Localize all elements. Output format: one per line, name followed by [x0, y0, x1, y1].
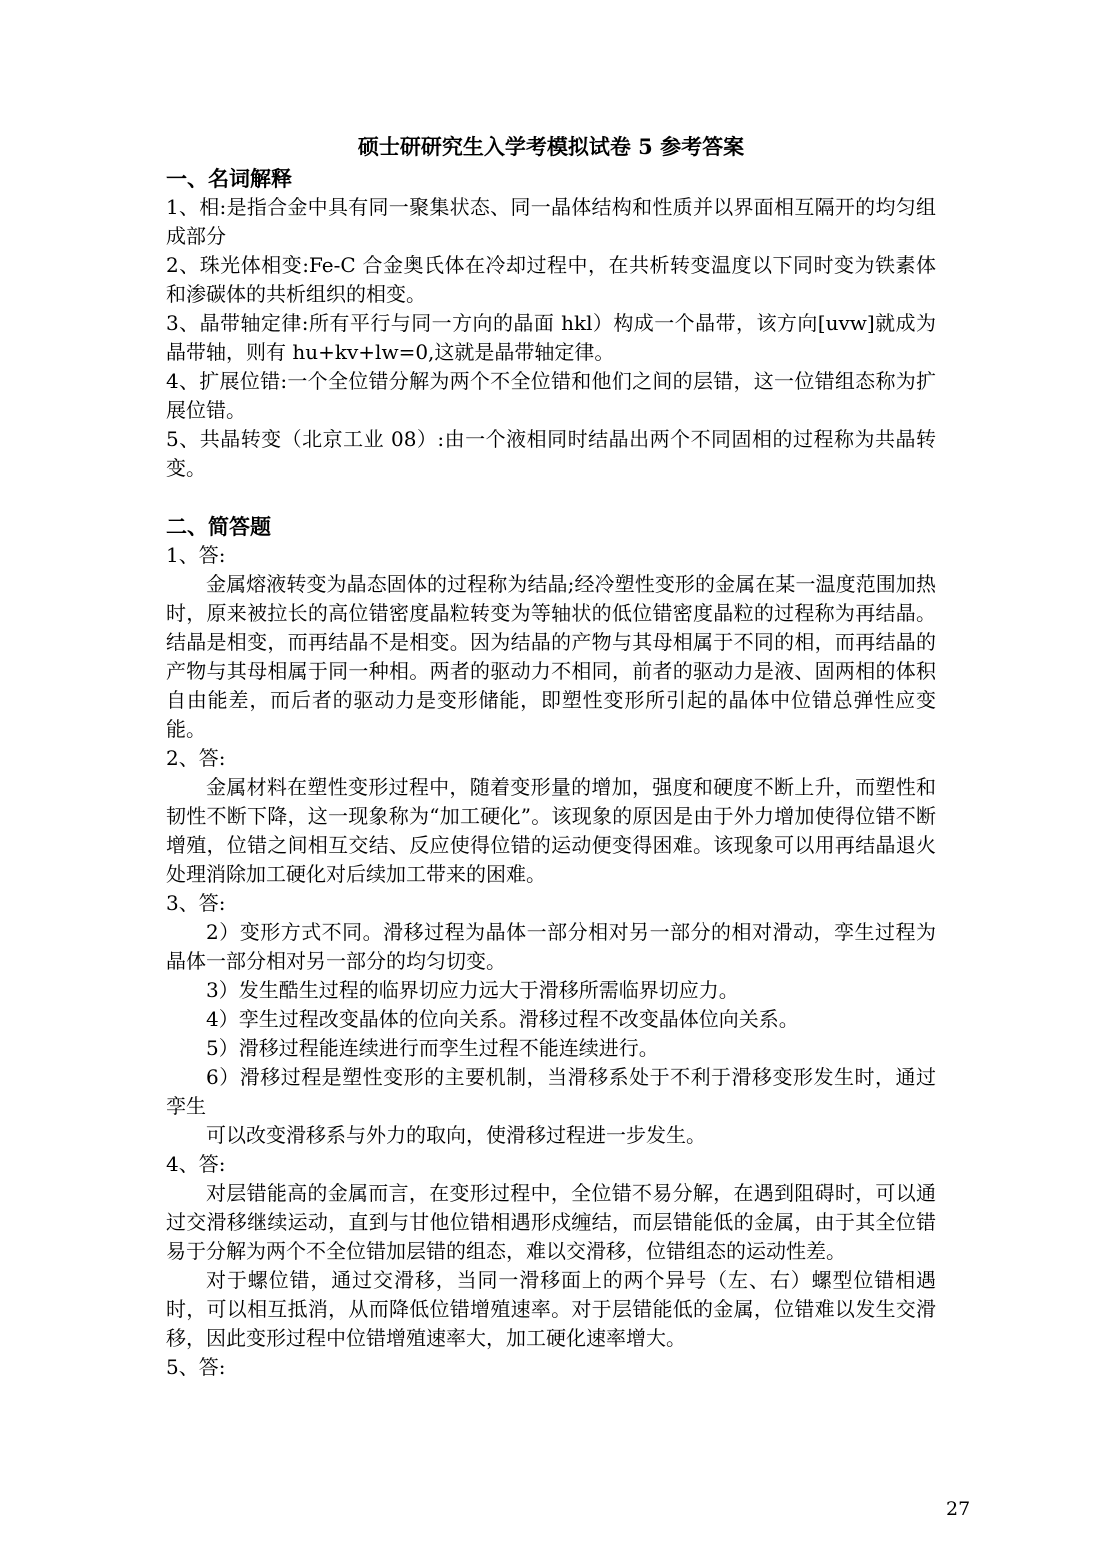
page-content — [166, 132, 936, 1382]
page-number: 27 — [946, 1498, 971, 1520]
answer-3-continuation: 可以改变滑移系与外力的取向，使滑移过程进一步发生。 — [206, 1123, 706, 1147]
answer-4-paragraph-2: 对于螺位错，通过交滑移，当同一滑移面上的两个异号（左、右）螺型位错相遇时，可以相互抵消，从而降低位错增殖速率。对于层错能低的金属，位错难以发生交滑移，因此变形过程中位错增殖速率大，加工硬化速率增大。 — [166, 1268, 936, 1350]
answer-4-paragraph-1: 对层错能高的金属而言，在变形过程中，全位错不易分解，在遇到阻碍时，可以通过交滑移继续运动，直到与甘他位错相遇形戍缠结，而层错能低的金属，由于其全位错易于分解为两个不全位错加层错的组态，难以交滑移，位错组态的运动性差。 — [166, 1181, 936, 1263]
answer-1-paragraph: 金属熔液转变为晶态固体的过程称为结晶;经冷塑性变形的金属在某一温度范围加热时，原来被拉长的高位错密度晶粒转变为等轴状的低位错密度晶粒的过程称为再结晶。结晶是相变，而再结晶不是相变。因为结晶的产物与其母相属于不同的相，而再结晶的产物与其母相属于同一种相。两者的驱动力不相同，前者的驱动力是液、固两相的体积自由能差，而后者的驱动力是变形储能，即塑性变形所引起的晶体中位错总弹性应变能。 — [166, 572, 936, 741]
answer-label-3: 3、答: — [166, 891, 226, 915]
term-item-4: 4、扩展位错:一个全位错分解为两个不全位错和他们之间的层错，这一位错组态称为扩展位错。 — [166, 369, 936, 422]
answer-3-point-6: 6）滑移过程是塑性变形的主要机制，当滑移系处于不利于滑移变形发生时，通过孪生 — [166, 1065, 936, 1118]
answer-3-point-2: 2）变形方式不同。滑移过程为晶体一部分相对另一部分的相对滑动，孪生过程为晶体一部分相对另一部分的均匀切变。 — [166, 920, 936, 973]
term-item-2: 2、珠光体相变:Fe-C 合金奥氏体在冷却过程中，在共析转变温度以下同时变为铁素体和渗碳体的共析组织的相变。 — [166, 253, 936, 306]
answer-label-5: 5、答: — [166, 1355, 226, 1379]
answer-2-paragraph: 金属材料在塑性变形过程中，随着变形量的增加，强度和硬度不断上升，而塑性和韧性不断下降，这一现象称为“加工硬化”。该现象的原因是由于外力增加使得位错不断增殖，位错之间相互交结、反应使得位错的运动便变得困难。该现象可以用再结晶退火处理消除加工硬化对后续加工带来的困难。 — [166, 775, 936, 886]
document-title: 硕士研研究生入学考模拟试卷 5 参考答案 — [357, 134, 745, 159]
section-heading-terms: 一、名词解释 — [166, 166, 292, 191]
term-item-5: 5、共晶转变（北京工业 08）:由一个液相同时结晶出两个不同固相的过程称为共晶转变。 — [166, 427, 936, 480]
answer-label-1: 1、答: — [166, 543, 226, 567]
answer-label-2: 2、答: — [166, 746, 226, 770]
section-heading-short-answers: 二、简答题 — [166, 514, 271, 539]
term-item-1: 1、相:是指合金中具有同一聚集状态、同一晶体结构和性质并以界面相互隔开的均匀组成部分 — [166, 195, 936, 248]
answer-label-4: 4、答: — [166, 1152, 226, 1176]
spacer — [166, 483, 936, 512]
term-item-3: 3、晶带轴定律:所有平行与同一方向的晶面 hkl）构成一个晶带，该方向[uvw]就成为晶带轴，则有 hu+kv+lw=0,这就是晶带轴定律。 — [166, 311, 936, 364]
answer-3-point-5: 5）滑移过程能连续进行而孪生过程不能连续进行。 — [206, 1036, 659, 1060]
answer-3-point-4: 4）孪生过程改变晶体的位向关系。滑移过程不改变晶体位向关系。 — [206, 1007, 799, 1031]
answer-3-point-3: 3）发生酷生过程的临界切应力远大于滑移所需临界切应力。 — [206, 978, 739, 1002]
